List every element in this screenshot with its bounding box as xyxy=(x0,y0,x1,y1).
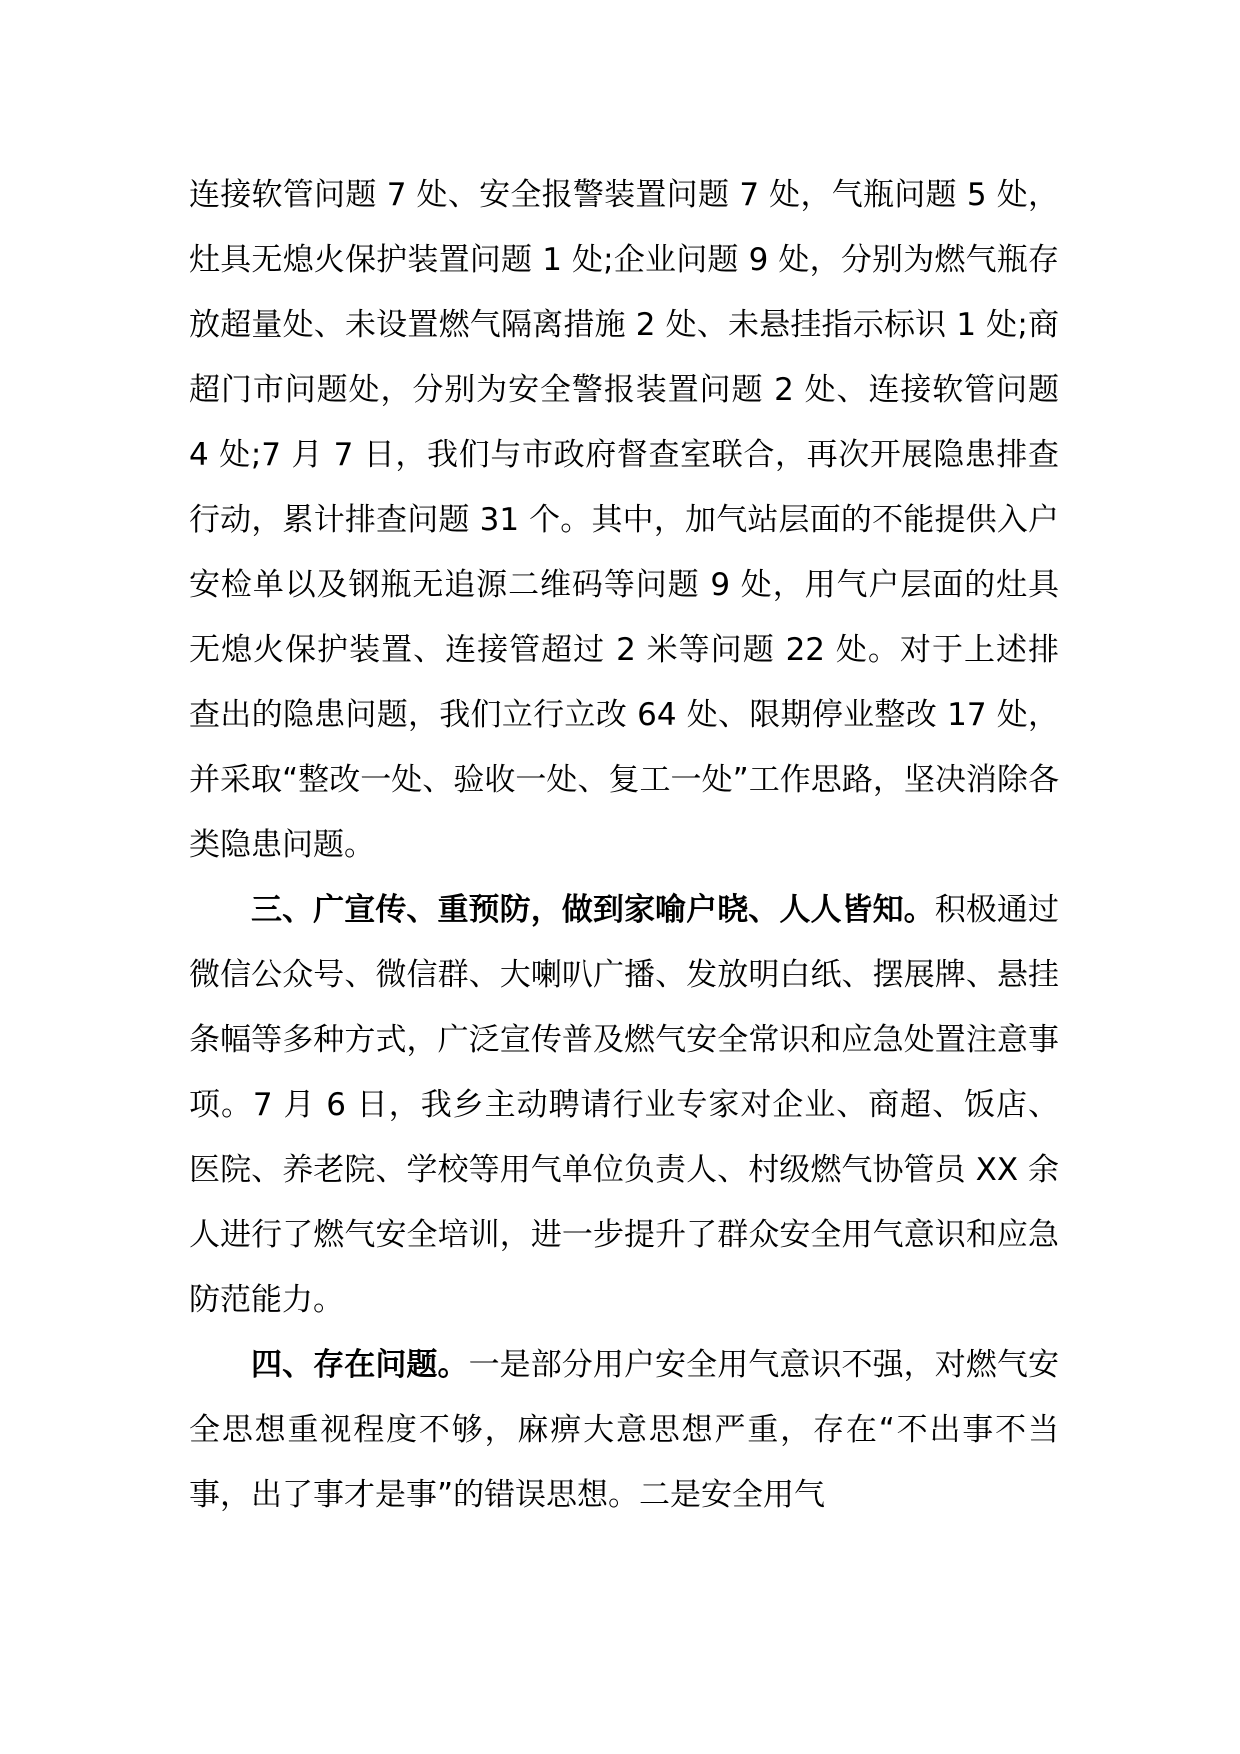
paragraph-text: 连接软管问题 7 处、安全报警装置问题 7 处，气瓶问题 5 处，灶具无熄火保护装置问题 1 处;企业问题 9 处，分别为燃气瓶存放超量处、未设置燃气隔离措施 2 处、未悬挂指示标识 1 处;商超门市问题处，分别为安全警报装置问题 2 处、连接软管问题 4 处;7 月 7 日，我们与市政府督查室联合，再次开展隐患排查行动，累计排查问题 31 个。其中，加气站层面的不能提供入户安检单以及钢瓶无追源二维码等问题 9 处，用气户层面的灶具无熄火保护装置、连接管超过 2 米等问题 22 处。对于上述排查出的隐患问题，我们立行立改 64 处、限期停业整改 17 处，并采取“整改一处、验收一处、复工一处”工作思路，坚决消除各类隐患问题。 xyxy=(189,177,1059,863)
document-page xyxy=(189,163,1059,1528)
section-heading-problems: 四、存在问题。 xyxy=(251,1347,469,1383)
section-heading-publicity: 三、广宣传、重预防，做到家喻户晓、人人皆知。 xyxy=(251,892,935,928)
paragraph-problems xyxy=(189,1333,1059,1528)
paragraph-text: 一是部分用户安全用气意识不强，对燃气安全思想重视程度不够，麻痹大意思想严重，存在“不出事不当事，出了事才是事”的错误思想。二是安全用气 xyxy=(189,1347,1060,1513)
paragraph-publicity xyxy=(189,878,1059,1333)
paragraph-continuation xyxy=(189,163,1059,878)
paragraph-text: 积极通过微信公众号、微信群、大喇叭广播、发放明白纸、摆展牌、悬挂条幅等多种方式，广泛宣传普及燃气安全常识和应急处置注意事项。7 月 6 日，我乡主动聘请行业专家对企业、商超、饭店、医院、养老院、学校等用气单位负责人、村级燃气协管员 XX 余人进行了燃气安全培训，进一步提升了群众安全用气意识和应急防范能力。 xyxy=(189,892,1060,1318)
